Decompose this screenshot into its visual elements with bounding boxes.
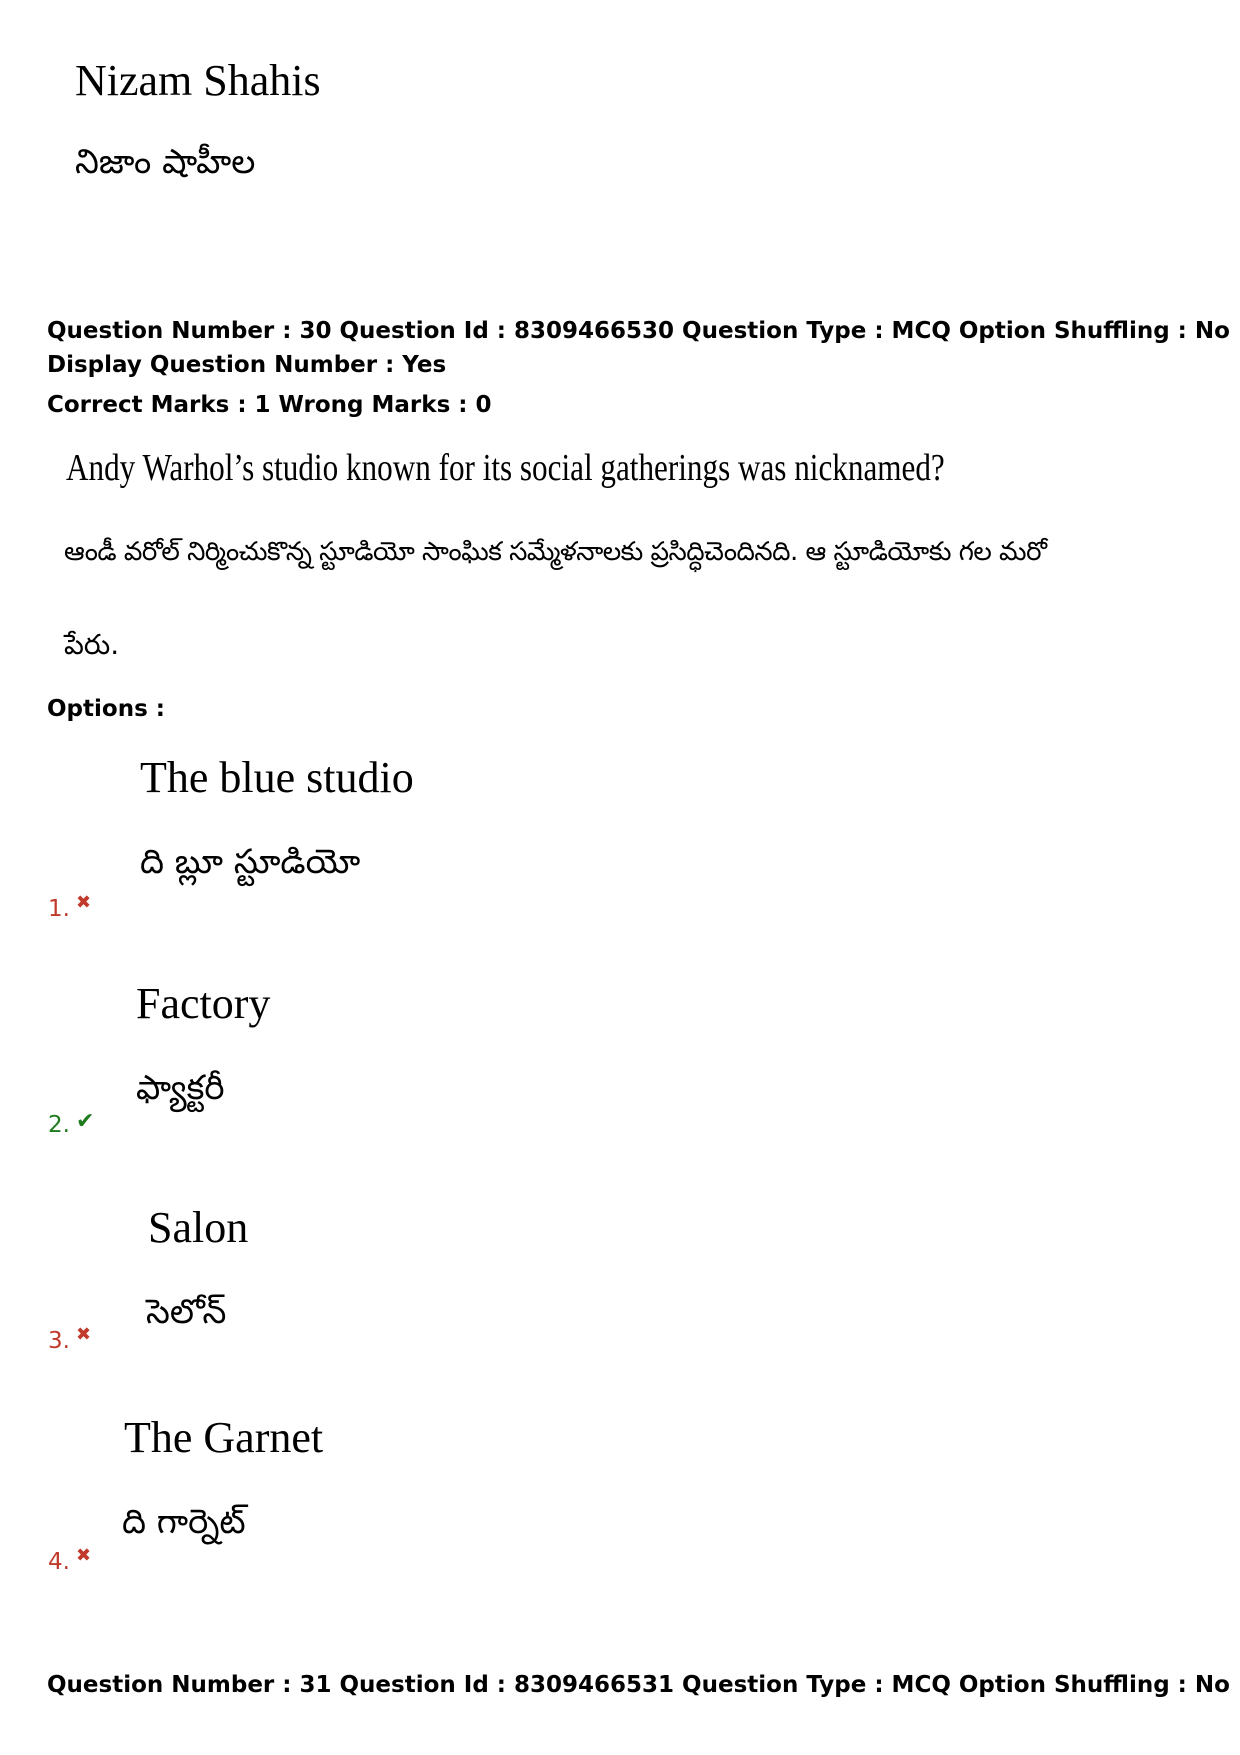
option-number: 4.	[48, 1549, 70, 1575]
cross-icon: ✖	[75, 892, 92, 913]
question-meta-line: Question Number : 30 Question Id : 8309466530 Question Type : MCQ Option Shuffling : No	[47, 318, 1230, 344]
option-4-telugu: ది గార్నెట్	[122, 1502, 246, 1542]
option-4-marker	[48, 1545, 92, 1575]
option-3-marker	[48, 1324, 92, 1354]
option-4-english: The Garnet	[124, 1413, 324, 1462]
options-label: Options :	[47, 696, 165, 722]
display-question-number: Display Question Number : Yes	[47, 352, 447, 378]
option-2-telugu: ఫ్యాక్టరీ	[136, 1068, 225, 1108]
next-question-meta-line: Question Number : 31 Question Id : 8309466531 Question Type : MCQ Option Shuffling : No	[47, 1672, 1230, 1698]
option-number: 2.	[48, 1112, 70, 1138]
question-text-telugu-continued: పేరు.	[64, 628, 120, 661]
option-1-marker	[48, 892, 92, 922]
option-1-english: The blue studio	[140, 753, 414, 802]
option-2-english: Factory	[136, 979, 271, 1028]
cross-icon: ✖	[75, 1545, 92, 1566]
option-2-marker	[48, 1109, 95, 1138]
check-icon: ✔	[75, 1109, 95, 1134]
option-number: 3.	[48, 1328, 70, 1354]
cross-icon: ✖	[75, 1324, 92, 1345]
prev-answer-english: Nizam Shahis	[75, 56, 321, 105]
question-text-english: Andy Warhol’s studio known for its social gatherings was nicknamed?	[66, 447, 945, 489]
option-3-telugu: సెలోన్	[146, 1292, 227, 1332]
prev-answer-telugu: నిజాం షాహీల	[75, 142, 256, 182]
question-text-telugu: ఆండీ వరోల్ నిర్మించుకొన్న స్టూడియో సాంఘిక సమ్మేళనాలకు ప్రసిద్ధిచెందినది. ఆ స్టూడియోకు గల మరో	[64, 537, 1047, 567]
option-3-english: Salon	[148, 1203, 249, 1252]
option-1-telugu: ది బ్లూ స్టూడియో	[140, 842, 361, 882]
marks-line: Correct Marks : 1 Wrong Marks : 0	[47, 392, 492, 418]
option-number: 1.	[48, 896, 70, 922]
